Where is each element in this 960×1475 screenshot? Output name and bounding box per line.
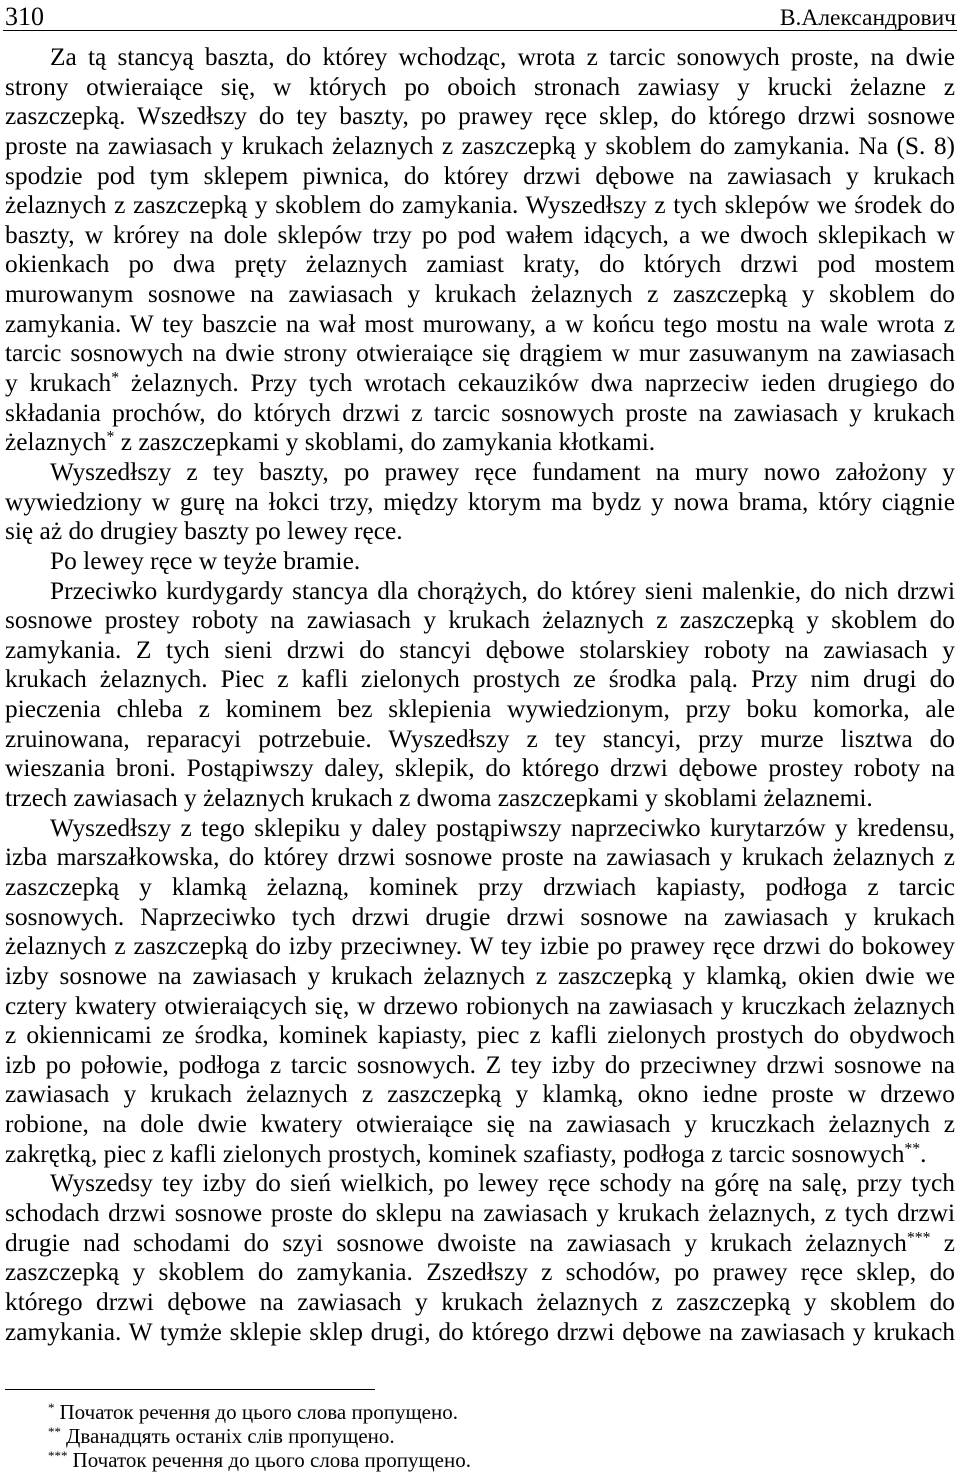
text-line: składania prochów, do których drzwi z tarcic sosnowych proste na zawiasach y krukach <box>5 398 955 427</box>
text-line <box>5 428 955 458</box>
footnote-marker: *** <box>48 1447 68 1463</box>
text-line: okienkach po dwa pręty żelaznych zamiast kraty, do których drzwi pod mostem <box>5 250 955 279</box>
text-segment: z <box>930 1228 955 1257</box>
text-line: żelaznych z zaszczepką do izby przeciwney. W tey izbie po prawey ręce drzwi do bokowey <box>5 932 955 961</box>
text-line: którego drzwi dębowe na zawiasach y krukach żelaznych z zaszczepką y skoblem do <box>5 1287 955 1316</box>
footnote <box>5 1448 955 1472</box>
text-segment: zakrętką, piec z kafli zielonych prostych, kominek szafiasty, podłoga z tarcic sosnowych <box>5 1139 905 1168</box>
footnotes <box>5 1400 955 1472</box>
footnote-marker: ** <box>904 1140 921 1158</box>
text-line: Wyszedsy tey izby do sień wielkich, po lewey ręce schody na górę na salę, przy tych <box>50 1169 955 1198</box>
body-text <box>5 43 955 1347</box>
text-line: Wyszedłszy z tey baszty, po prawey ręce fundament na mury nowo założony y <box>50 457 955 486</box>
text-line: murowanym sosnowe na zawiasach y krukach żelaznych z zaszczepką y skoblem do <box>5 280 955 309</box>
text-segment: . <box>920 1139 927 1168</box>
text-line: zamykania. Z tych sieni drzwi do stancyi dębowe stolarskiey roboty na zawiasach y <box>5 635 955 664</box>
text-line: z okiennicami ze środka, kominek kapiasty, piec z kafli zielonych prostych do obydwoch <box>5 1021 955 1050</box>
footnote-marker: * <box>48 1399 55 1415</box>
text-segment: żelaznych. Przy tych wrotach cekauzików dwa naprzeciw ieden drugiego do <box>119 369 955 398</box>
text-line: Wyszedłszy z tego sklepiku y daley postąpiwszy naprzeciwko kurytarzów y kredensu, <box>50 813 955 842</box>
paragraph <box>5 547 955 577</box>
paragraph <box>5 43 955 458</box>
text-line <box>5 1229 955 1259</box>
text-line: zaszczepką y klamką żelazną, kominek przy drzwiach kapiasty, podłoga z tarcic <box>5 872 955 901</box>
text-line: żelaznych z zaszczepką y skoblem do zamykania. Wyszedłszy z tych sklepów we środek do <box>5 191 955 220</box>
text-segment: żelaznych <box>5 428 107 457</box>
text-line: się aż do drugiey baszty po lewey ręce. <box>5 517 403 546</box>
footnote-text: Дванадцять останіх слів пропущено. <box>66 1424 395 1448</box>
text-line <box>5 1140 955 1170</box>
text-line: proste na zawiasach y krukach żelaznych z zaszczepką y skoblem do zamykania. Na (S. 8) <box>5 131 955 160</box>
text-line: sosnowych. Naprzeciwko tych drzwi drugie drzwi sosnowe na zawiasach y krukach <box>5 902 955 931</box>
section-heading: Po lewey ręce w teyże bramie. <box>50 546 361 575</box>
text-line: zaszczepką y skoblem do zamykania. Zszedłszy z schodów, po prawey ręce sklep, do <box>5 1258 955 1287</box>
text-line: pieczenia chleba z kominem bez sklepienia wywiedzionym, przy boku komorka, ale <box>5 695 955 724</box>
text-line: izba marszałkowska, do którey drzwi sosnowe proste na zawiasach y krukach żelaznych z <box>5 843 955 872</box>
paragraph <box>5 1169 955 1347</box>
text-line: schodach drzwi sosnowe proste do sklepu na zawiasach y krukach żelaznych, z tych drzwi <box>5 1198 955 1227</box>
text-line <box>5 369 955 399</box>
text-line: zamykania. W tymże sklepie sklep drugi, do którego drzwi dębowe na zawiasach y krukach <box>5 1317 955 1346</box>
text-line: Za tą stancyą baszta, do którey wchodząc, wrota z tarcic sonowych proste, na dwie <box>50 43 955 71</box>
paragraph <box>5 458 955 547</box>
text-line: cztery kwatery otwieraiących się, w drzewo robionych na zawiasach y kruczkach żelaznych <box>5 991 955 1020</box>
text-line: zaszczepką. Wszedłszy do tey baszty, po prawey ręce sklep, do którego drzwi sosnowe <box>5 102 955 131</box>
text-segment: z zaszczepkami y skoblami, do zamykania kłotkami. <box>114 428 656 457</box>
footnote-text: Початок речення до цього слова пропущено. <box>72 1448 471 1472</box>
text-line: izb po połowie, podłoga z tarcic sosnowych. Z tey izby do przeciwney drzwi sosnowe na <box>5 1050 955 1079</box>
footnote-text: Початок речення до цього слова пропущено. <box>59 1400 458 1424</box>
footnote <box>5 1400 955 1424</box>
footnote-marker: * <box>111 369 120 387</box>
text-line: krukach żelaznych. Piec z kafli zielonych prostych ze środka palą. Przy nim drugi do <box>5 665 955 694</box>
text-line: spodzie pod tym sklepem piwnica, do którey drzwi dębowe na zawiasach y krukach <box>5 161 955 190</box>
text-line: sosnowe prostey roboty na zawiasach y krukach żelaznych z zaszczepką y skoblem do <box>5 606 955 635</box>
text-line: Przeciwko kurdygardy stancya dla chorążych, do którey sieni malenkie, do nich drzwi <box>50 576 955 605</box>
text-line: trzech zawiasach y żelaznych krukach z dwoma zaszczepkami y skoblami żelaznemi. <box>5 784 873 813</box>
text-line: zruinowana, reparacyi potrzebuie. Wyszedłszy z tey stancyi, przy murze lisztwa do <box>5 724 955 753</box>
footnote-separator <box>5 1389 375 1390</box>
page-header <box>3 0 957 31</box>
text-line: wywiedziony w gurę na łokci trzy, między ktorym ma bydz y nowa brama, który ciągnie <box>5 487 955 516</box>
text-segment: y krukach <box>5 369 112 398</box>
text-line: baszty, w krórey na dole sklepów trzy po pod wałem idących, a we dwoch sklepikach w <box>5 220 955 249</box>
running-head-author: В.Александрович <box>779 5 956 31</box>
text-segment: drugie nad schodami do szyi sosnowe dwoiste na zawiasach y krukach żelaznych <box>5 1228 907 1257</box>
text-line: wieszania broni. Postąpiwszy daley, sklepik, do którego drzwi dębowe prostey roboty na <box>5 754 955 783</box>
footnote-marker: * <box>106 428 115 446</box>
text-line: zamykania. W tey baszcie na wał most murowany, a w końcu tego mostu na wale wrota z <box>5 309 955 338</box>
text-line: izby sosnowe na zawiasach y krukach żelaznych z zaszczepką y klamką, okien dwie we <box>5 961 955 990</box>
footnote-marker: *** <box>906 1228 931 1246</box>
text-line: strony otwieraiące się, w których po oboich stronach zawiasy y krucki żelazne z <box>5 72 955 101</box>
footnote <box>5 1424 955 1448</box>
text-line: zawiasach y krukach żelaznych z zaszczepką y klamką, okno iedne proste w drzewo <box>5 1080 955 1109</box>
footnote-marker: ** <box>48 1423 62 1439</box>
text-line: tarcic sosnowych na dwie strony otwieraiące się drągiem w mur zasuwanym na zawiasach <box>5 339 955 368</box>
paragraph <box>5 577 955 814</box>
text-line: robione, na dole dwie kwatery otwieraiące się na zawiasach y kruczkach żelaznych z <box>5 1110 955 1139</box>
page-number: 310 <box>5 2 44 31</box>
paragraph <box>5 814 955 1170</box>
